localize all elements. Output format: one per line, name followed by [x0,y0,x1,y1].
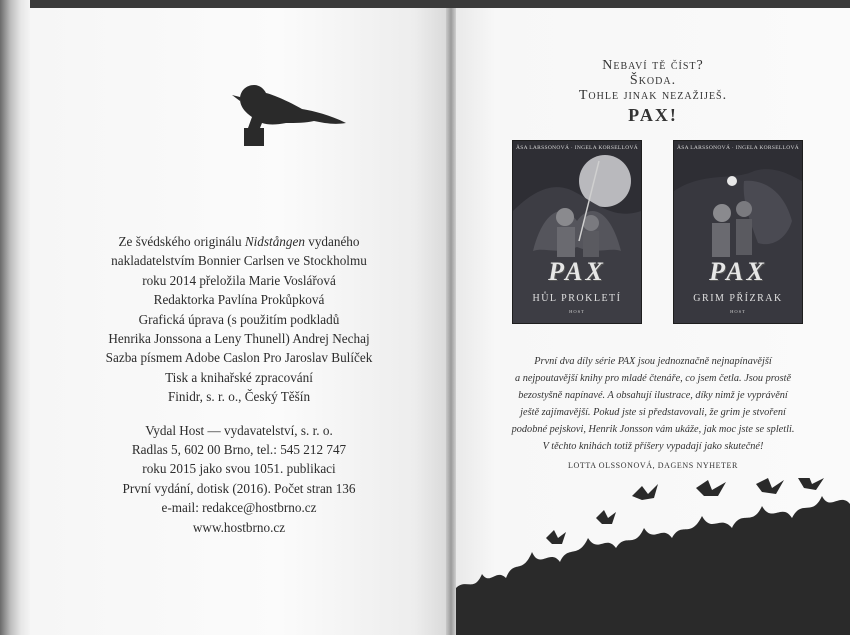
imprint-line: Ze švédského originálu Nidstången vydaného [118,234,360,249]
publisher-website: www.hostbrno.cz [192,519,286,535]
imprint-line: Finidr, s. r. o., Český Těšín [167,389,311,405]
imprint-line: nakladatelstvím Bonnier Carlsen ve Stockholmu [111,253,367,269]
cover-logo: PAX [548,257,606,286]
book-cover-1 [513,141,641,323]
raven-flock-silhouette [456,478,850,635]
cover-publisher: HOST [569,309,585,314]
slogan-line: Škoda. [629,73,677,88]
imprint-line: Henrika Jonssona a Leny Thunell) Andrej Nechaj [108,331,370,347]
scan-edge-top [0,0,850,8]
cover-title: GRIM PŘÍZRAK [693,293,783,304]
quote-line: podobné pejskovi, Henrik Jonsson vám ukáže, jak moc jste se spletli. [511,424,795,435]
quote-line: a nejpoutavější knihy pro mladé čtenáře, co jsem četla. Jsou prostě [514,373,792,384]
imprint-block [30,232,448,537]
cover-logo: PAX [709,257,767,286]
quote-line: V těchto knihách totiž příšery vypadají jako skutečné! [542,441,764,452]
cover-publisher: HOST [730,309,746,314]
quote-line: ještě zajímavější. Pokud jste si představovali, že grim je stvoření [520,407,786,418]
gutter [446,8,456,635]
quote-line: bezostyšně napínavé. A obsahují ilustrace, díky nimž je vyprávění [518,390,788,401]
page-stack-edge [0,0,30,635]
slogan-line: Tohle jinak nezažiješ. [578,88,728,103]
publisher-line: Vydal Host — vydavatelství, s. r. o. [145,422,333,438]
publisher-line: roku 2015 jako svou 1051. publikaci [142,461,336,477]
quote-attribution: LOTTA OLSSONOVÁ, DAGENS NYHETER [568,461,738,470]
cover-title: HŮL PROKLETÍ [532,293,622,304]
right-page [456,8,850,635]
cover-authors: ÅSA LARSSONOVÁ · INGELA KORSELLOVÁ [515,145,639,151]
imprint-line: roku 2014 přeložila Marie Voslářová [142,272,336,288]
imprint-line: Redaktorka Pavlína Prokůpková [153,292,325,308]
cover-authors: ÅSA LARSSONOVÁ · INGELA KORSELLOVÁ [676,145,800,151]
publisher-email: e-mail: redakce@hostbrno.cz [161,500,317,516]
publisher-line: Radlas 5, 602 00 Brno, tel.: 545 212 747 [131,442,347,458]
slogan-title: PAX! [628,105,678,125]
slogan-line: Nebaví tě číst? [602,58,704,73]
quote-line: První dva díly série PAX jsou jednoznačně nejnapínavější [534,356,772,367]
slogan [456,58,850,126]
review-quote [456,353,850,455]
imprint-line: Grafická úprava (s použitím podkladů [138,311,340,327]
book-cover-2 [674,141,802,323]
raven-on-post-icon [230,73,350,153]
publisher-line: První vydání, dotisk (2016). Počet stran 136 [122,480,356,496]
imprint-line: Sazba písmem Adobe Caslon Pro Jaroslav Bulíček [105,350,373,366]
imprint-line: Tisk a knihařské zpracování [165,369,313,385]
